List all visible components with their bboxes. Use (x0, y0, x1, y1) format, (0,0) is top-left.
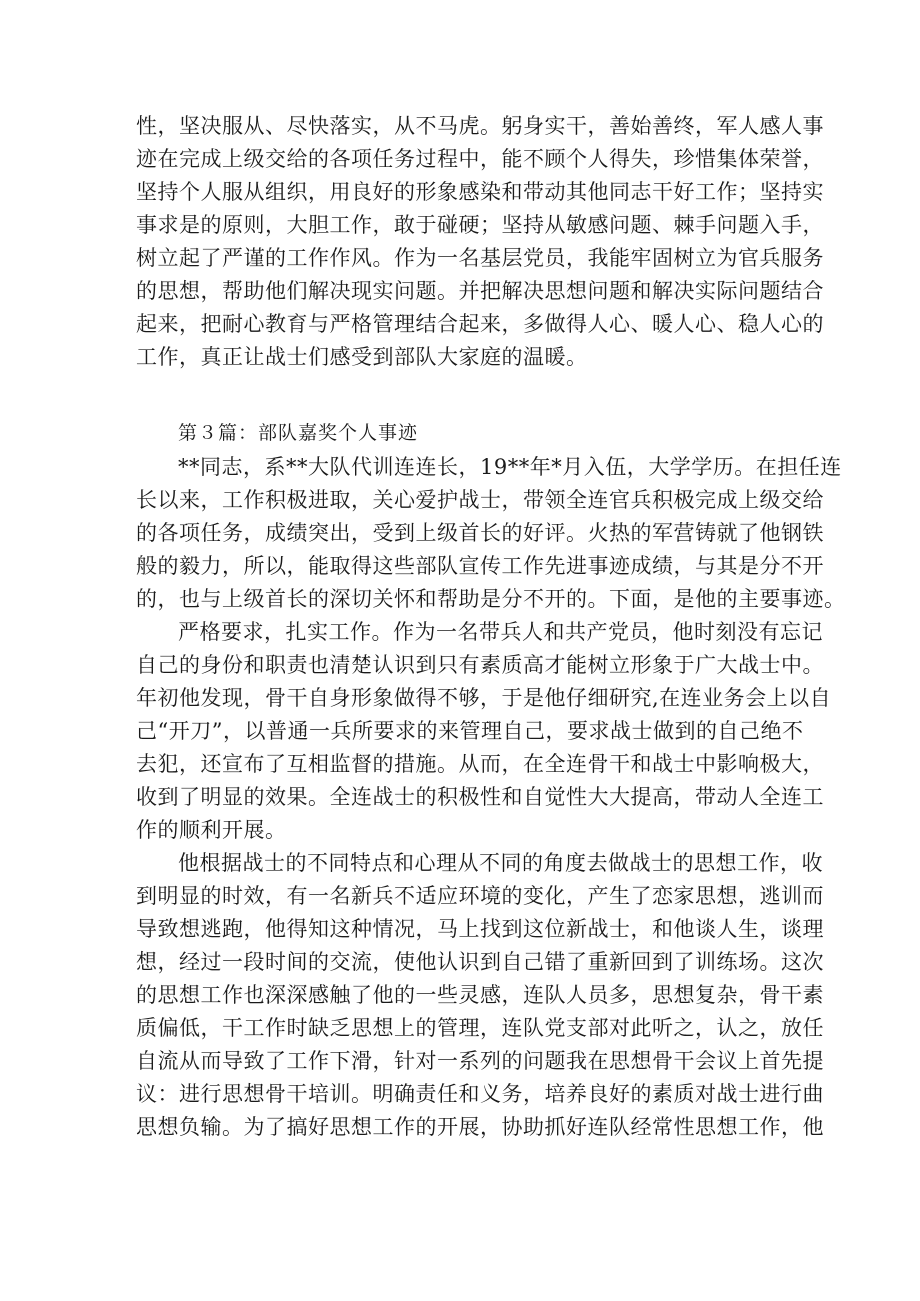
text-line: 自流从而导致了工作下滑，针对一系列的问题我在思想骨干会议上首先提 (136, 1049, 824, 1073)
text-line: 想，经过一段时间的交流，使他认识到自己错了重新回到了训练场。这次 (136, 950, 824, 974)
text-line: 的思想，帮助他们解决现实问题。并把解决思想问题和解决实际问题结合 (136, 279, 824, 303)
text-line: 他根据战士的不同特点和心理从不同的角度去做战士的思想工作，收 (178, 851, 823, 875)
text-line: 的各项任务，成绩突出，受到上级首长的好评。火热的军营铸就了他钢铁 (136, 521, 824, 545)
text-line: 导致想逃跑，他得知这种情况，马上找到这位新战士，和他谈人生，谈理 (136, 917, 824, 941)
text-line: 作的顺利开展。 (136, 818, 287, 842)
text-line: 去犯，还宣布了互相监督的措施。从而，在全连骨干和战士中影响极大， (136, 752, 824, 776)
paragraph-continuation (136, 110, 824, 374)
section-body (136, 451, 846, 1144)
text-line: 工作，真正让战士们感受到部队大家庭的温暖。 (136, 345, 588, 369)
text-line: 严格要求，扎实工作。作为一名带兵人和共产党员，他时刻没有忘记 (178, 620, 823, 644)
text-line: 起来，把耐心教育与严格管理结合起来，多做得人心、暖人心、稳人心的 (136, 312, 824, 336)
text-line: 到明显的时效，有一名新兵不适应环境的变化，产生了恋家思想，逃训而 (136, 884, 824, 908)
text-line: 自己的身份和职责也清楚认识到只有素质高才能树立形象于广大战士中。 (136, 653, 824, 677)
text-line: 事求是的原则，大胆工作，敢于碰硬；坚持从敏感问题、棘手问题入手， (136, 213, 824, 237)
text-line: 的思想工作也深深感触了他的一些灵感，连队人员多，思想复杂，骨干素 (136, 983, 824, 1007)
text-line: 般的毅力，所以，能取得这些部队宣传工作先进事迹成绩，与其是分不开 (136, 554, 824, 578)
text-line: 议：进行思想骨干培训。明确责任和义务，培养良好的素质对战士进行曲 (136, 1082, 824, 1106)
text-line: 思想负输。为了搞好思想工作的开展，协助抓好连队经常性思想工作，他 (136, 1115, 824, 1139)
text-line: **同志，系**大队代训连连长，19**年*月入伍，大学学历。在担任连 (178, 455, 842, 479)
section-heading: 第３篇：部队嘉奖个人事迹 (178, 422, 419, 444)
text-line: 年初他发现，骨干自身形象做得不够，于是他仔细研究,在连业务会上以自 (136, 686, 832, 710)
text-line: 迹在完成上级交给的各项任务过程中，能不顾个人得失，珍惜集体荣誉， (136, 147, 824, 171)
text-line: 收到了明显的效果。全连战士的积极性和自觉性大大提高，带动人全连工 (136, 785, 824, 809)
text-line: 坚持个人服从组织，用良好的形象感染和带动其他同志干好工作；坚持实 (136, 180, 824, 204)
text-line: 己“开刀”，以普通一兵所要求的来管理自己，要求战士做到的自己绝不 (136, 719, 804, 743)
text-line: 质偏低，干工作时缺乏思想上的管理，连队党支部对此听之，认之，放任 (136, 1016, 824, 1040)
section-heading-block (136, 417, 796, 450)
text-line: 性，坚决服从、尽快落实，从不马虎。躬身实干，善始善终，军人感人事 (136, 114, 824, 138)
text-line: 的，也与上级首长的深切关怀和帮助是分不开的。下面，是他的主要事迹。 (136, 587, 846, 611)
text-line: 长以来，工作积极进取，关心爱护战士，带领全连官兵积极完成上级交给 (136, 488, 824, 512)
text-line: 树立起了严谨的工作作风。作为一名基层党员，我能牢固树立为官兵服务 (136, 246, 824, 270)
